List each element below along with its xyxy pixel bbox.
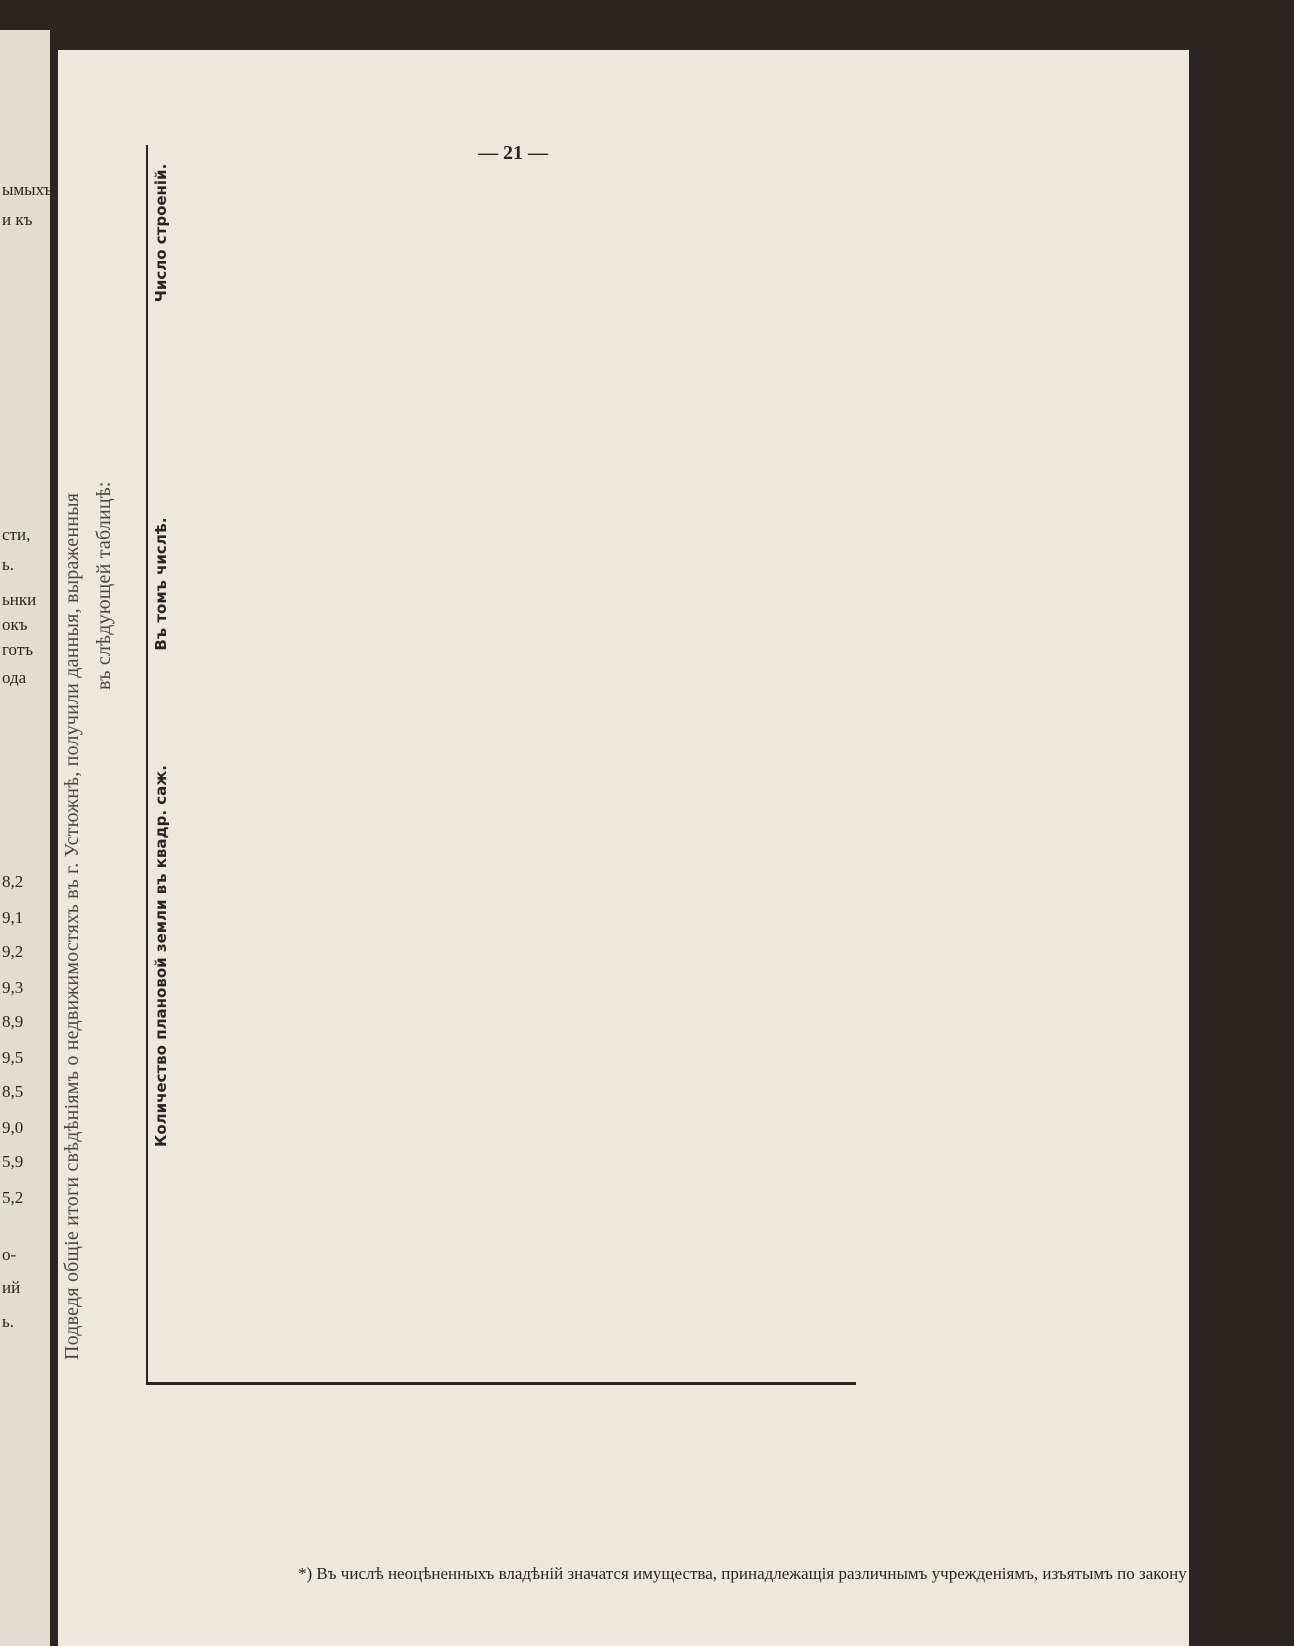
- left-page-fragment: ода: [2, 668, 27, 687]
- left-page-fragment: 9,1: [2, 908, 24, 927]
- left-page-fragment: и къ: [2, 210, 33, 229]
- left-page-fragment: готъ: [2, 640, 34, 659]
- intro-line-1: Подведя общiе итоги свѣдѣнiямъ о недвижимостяхъ въ г. Устюжнѣ, получили данныя, выраженныя: [61, 492, 83, 1360]
- book-page: [58, 50, 1294, 1646]
- left-page-fragment: сти,: [2, 525, 31, 544]
- left-page-fragment: 9,3: [2, 978, 24, 997]
- left-page-fragment: ь.: [2, 555, 15, 574]
- page-number: — 21 —: [478, 142, 548, 164]
- statistics-table: [146, 145, 856, 1385]
- left-page-fragment: 8,9: [2, 1012, 24, 1031]
- group-incl: Въ томъ числѣ.: [152, 517, 170, 651]
- left-page-fragment: ымыхъ: [2, 180, 53, 199]
- group-buildings: Число строенiй.: [152, 163, 170, 303]
- left-page-fragment: 8,2: [2, 872, 24, 891]
- table-top-rule: [146, 145, 148, 1385]
- left-page-fragment: ий: [2, 1278, 21, 1297]
- rotated-table-block: [58, 30, 958, 1530]
- left-page-fragment: 5,2: [2, 1188, 24, 1207]
- left-page-edge: [0, 30, 53, 1646]
- left-page-fragment: 5,9: [2, 1152, 24, 1171]
- left-page-fragment: о-: [2, 1245, 17, 1264]
- left-page-fragment: 8,5: [2, 1082, 24, 1101]
- left-page-fragment: 9,0: [2, 1118, 24, 1137]
- left-page-fragment: ь.: [2, 1312, 15, 1331]
- table-left-rule: [146, 1382, 856, 1385]
- left-page-fragment: 9,5: [2, 1048, 24, 1067]
- footnote-line-1: *) Въ числѣ неоцѣненныхъ владѣнiй значатся имущества, принадлежащiя различнымъ учрежденiямъ, изъятымъ по закону отъ обложенiя: [298, 1564, 1294, 1583]
- group-land: Количество плановой земли въ квадр. саж.: [152, 765, 170, 1147]
- left-page-fragment: 9,2: [2, 942, 24, 961]
- intro-line-2: въ слѣдующей таблицѣ:: [93, 481, 115, 690]
- left-page-fragment: ьнки: [2, 590, 37, 609]
- left-page-fragment: окъ: [2, 615, 28, 634]
